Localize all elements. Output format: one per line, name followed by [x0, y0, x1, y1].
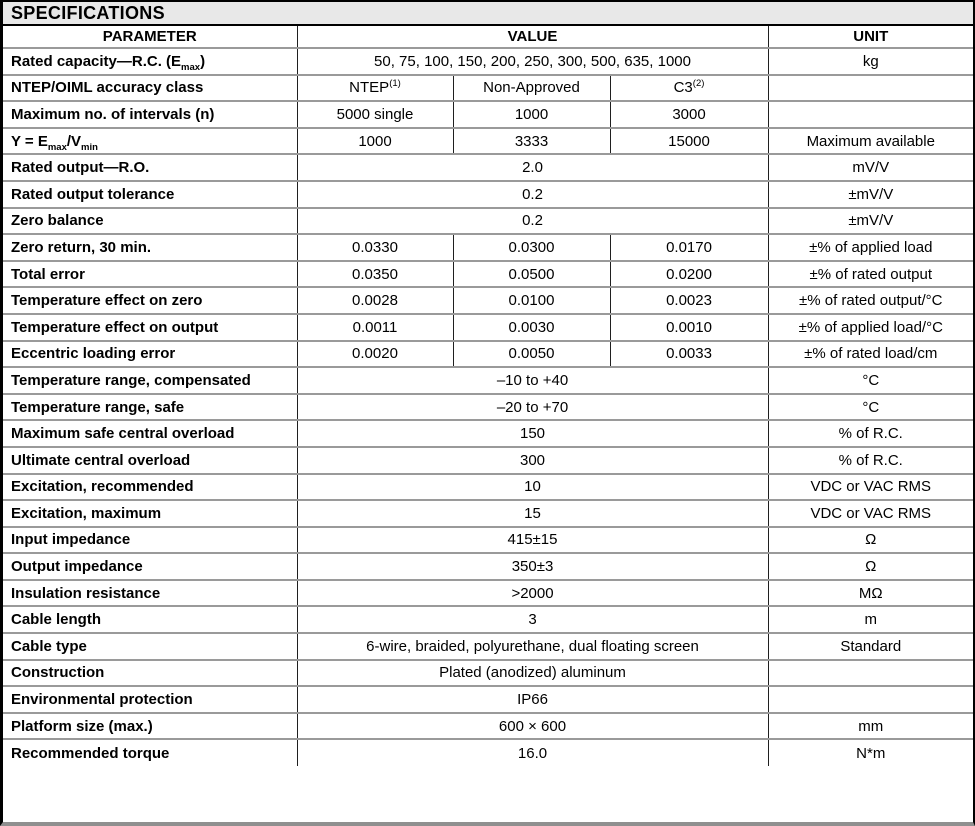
parameter-cell: Cable type — [3, 633, 297, 660]
unit-cell: ±% of rated output/°C — [768, 287, 973, 314]
value-cell: 1000 — [453, 101, 610, 128]
value-cell: 0.0500 — [453, 261, 610, 288]
table-row — [3, 48, 973, 75]
table-row — [3, 234, 973, 261]
value-cell: 10 — [297, 474, 768, 501]
value-cell: 3333 — [453, 128, 610, 155]
spec-rows — [3, 48, 973, 766]
unit-cell: ±% of rated load/cm — [768, 341, 973, 368]
value-cell: 0.0350 — [297, 261, 453, 288]
unit-cell: Standard — [768, 633, 973, 660]
parameter-cell: Insulation resistance — [3, 580, 297, 607]
spec-table — [3, 26, 973, 766]
parameter-cell: Total error — [3, 261, 297, 288]
table-title: SPECIFICATIONS — [11, 2, 165, 23]
table-row — [3, 341, 973, 368]
parameter-cell: Input impedance — [3, 527, 297, 554]
value-cell: 2.0 — [297, 154, 768, 181]
value-cell: >2000 — [297, 580, 768, 607]
table-row — [3, 686, 973, 713]
table-row — [3, 261, 973, 288]
table-row — [3, 314, 973, 341]
value-cell: IP66 — [297, 686, 768, 713]
unit-cell: ±mV/V — [768, 208, 973, 235]
value-cell: 16.0 — [297, 739, 768, 766]
value-cell: 0.0170 — [610, 234, 768, 261]
parameter-cell: Temperature effect on zero — [3, 287, 297, 314]
unit-cell: Ω — [768, 527, 973, 554]
value-cell: 0.0100 — [453, 287, 610, 314]
table-row — [3, 633, 973, 660]
unit-cell: mm — [768, 713, 973, 740]
parameter-cell: Excitation, maximum — [3, 500, 297, 527]
unit-cell: % of R.C. — [768, 420, 973, 447]
unit-cell: VDC or VAC RMS — [768, 500, 973, 527]
value-cell: 6-wire, braided, polyurethane, dual floating screen — [297, 633, 768, 660]
value-cell: 600 × 600 — [297, 713, 768, 740]
value-cell: C3$^{(2)}$ — [610, 75, 768, 102]
table-row — [3, 739, 973, 766]
parameter-cell: Rated output tolerance — [3, 181, 297, 208]
value-cell: 0.0010 — [610, 314, 768, 341]
unit-cell — [768, 686, 973, 713]
parameter-cell: $Y = E_{max}/V_{min}$ — [3, 128, 297, 155]
table-row — [3, 553, 973, 580]
value-cell: 0.0033 — [610, 341, 768, 368]
unit-cell — [768, 75, 973, 102]
parameter-cell: Recommended torque — [3, 739, 297, 766]
header-row — [3, 26, 973, 48]
value-cell: 150 — [297, 420, 768, 447]
unit-cell: °C — [768, 367, 973, 394]
parameter-cell: Temperature range, safe — [3, 394, 297, 421]
unit-cell: ±% of rated output — [768, 261, 973, 288]
table-row — [3, 500, 973, 527]
table-row — [3, 660, 973, 687]
parameter-cell: Environmental protection — [3, 686, 297, 713]
parameter-cell: Temperature range, compensated — [3, 367, 297, 394]
unit-cell: VDC or VAC RMS — [768, 474, 973, 501]
parameter-cell: Maximum no. of intervals (n) — [3, 101, 297, 128]
unit-cell: m — [768, 606, 973, 633]
value-cell: NTEP$^{(1)}$ — [297, 75, 453, 102]
parameter-cell: Platform size (max.) — [3, 713, 297, 740]
table-row — [3, 208, 973, 235]
unit-cell — [768, 660, 973, 687]
parameter-cell: Excitation, recommended — [3, 474, 297, 501]
value-cell: 0.0020 — [297, 341, 453, 368]
unit-cell: Ω — [768, 553, 973, 580]
value-cell: –10 to +40 — [297, 367, 768, 394]
value-cell: 0.2 — [297, 181, 768, 208]
value-cell: 5000 single — [297, 101, 453, 128]
table-row — [3, 606, 973, 633]
unit-cell — [768, 101, 973, 128]
unit-cell: kg — [768, 48, 973, 75]
parameter-cell: Rated capacity—R.C. $(E_{max})$ — [3, 48, 297, 75]
unit-cell: N*m — [856, 744, 886, 762]
value-cell: 0.2 — [297, 208, 768, 235]
value-cell: 0.0050 — [453, 341, 610, 368]
table-row — [3, 580, 973, 607]
value-cell: 15 — [297, 500, 768, 527]
table-row — [3, 527, 973, 554]
value-cell: 300 — [297, 447, 768, 474]
unit-cell: ±% of applied load/°C — [768, 314, 973, 341]
parameter-cell: Ultimate central overload — [3, 447, 297, 474]
column-header-parameter: PARAMETER — [3, 26, 297, 48]
parameter-cell: Construction — [3, 660, 297, 687]
column-header-value: VALUE — [297, 26, 768, 48]
value-cell: 350±3 — [297, 553, 768, 580]
parameter-cell: Rated output—R.O. — [3, 154, 297, 181]
parameter-cell: Maximum safe central overload — [3, 420, 297, 447]
unit-cell: MΩ — [768, 580, 973, 607]
table-title-bar — [3, 2, 973, 26]
table-row — [3, 154, 973, 181]
unit-cell: ±% of applied load — [768, 234, 973, 261]
table-row — [3, 713, 973, 740]
value-cell: 3 — [297, 606, 768, 633]
value-cell: 0.0011 — [297, 314, 453, 341]
value-cell: 0.0330 — [297, 234, 453, 261]
value-cell: 415±15 — [297, 527, 768, 554]
value-cell: 0.0023 — [610, 287, 768, 314]
table-row — [3, 420, 973, 447]
table-row — [3, 367, 973, 394]
table-row — [3, 447, 973, 474]
table-row — [3, 101, 973, 128]
table-row — [3, 287, 973, 314]
unit-cell: ±mV/V — [768, 181, 973, 208]
table-row — [3, 394, 973, 421]
value-cell: 0.0200 — [610, 261, 768, 288]
parameter-cell: Zero return, 30 min. — [3, 234, 297, 261]
value-cell: Plated (anodized) aluminum — [297, 660, 768, 687]
value-cell: 3000 — [610, 101, 768, 128]
unit-cell: mV/V — [768, 154, 973, 181]
table-row — [3, 75, 973, 102]
table-row — [3, 181, 973, 208]
unit-cell: % of R.C. — [768, 447, 973, 474]
value-cell: 1000 — [297, 128, 453, 155]
table-row — [3, 128, 973, 155]
value-cell: 15000 — [610, 128, 768, 155]
parameter-cell: NTEP/OIML accuracy class — [3, 75, 297, 102]
parameter-cell: Output impedance — [3, 553, 297, 580]
unit-cell: Maximum available — [768, 128, 973, 155]
value-cell: 0.0028 — [297, 287, 453, 314]
value-cell: Non-Approved — [453, 75, 610, 102]
unit-cell: °C — [768, 394, 973, 421]
value-cell: –20 to +70 — [297, 394, 768, 421]
parameter-cell: Zero balance — [3, 208, 297, 235]
column-header-unit: UNIT — [768, 26, 973, 48]
parameter-cell: Temperature effect on output — [3, 314, 297, 341]
value-cell: 0.0300 — [453, 234, 610, 261]
table-row — [3, 474, 973, 501]
parameter-cell: Eccentric loading error — [3, 341, 297, 368]
value-cell: 50, 75, 100, 150, 200, 250, 300, 500, 635, 1000 — [297, 48, 768, 75]
value-cell: 0.0030 — [453, 314, 610, 341]
parameter-cell: Cable length — [3, 606, 297, 633]
